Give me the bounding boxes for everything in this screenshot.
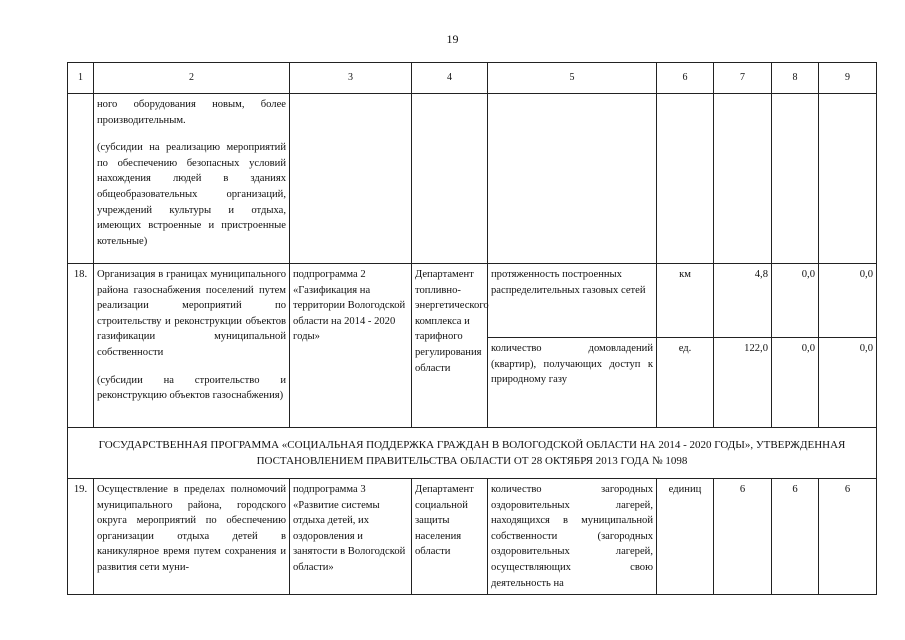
row-number: 18. <box>68 264 94 428</box>
col-header-6: 6 <box>657 63 714 94</box>
indicator-value-8: 6 <box>772 479 819 595</box>
indicator-unit: ед. <box>657 338 714 428</box>
continuation-subsidy-note: (субсидии на реализацию мероприятий по обеспечению безопасных условий нахождения людей в зданиях общеобразовательных организаций, учреждений культуры и отдыха, имеющих встроенные и пристроенные котельные) <box>97 142 286 247</box>
indicator-value-8: 0,0 <box>772 264 819 338</box>
indicator-value-9: 0,0 <box>819 338 877 428</box>
event-description: Осуществление в пределах полномочий муниципального района, городского округа мероприятий по обеспечению организации отдыха детей в каникулярное время путем сохранения и развития сети муни- <box>94 479 290 595</box>
col-header-2: 2 <box>94 63 290 94</box>
indicator-name: протяженность построенных распределительных газовых сетей <box>488 264 657 338</box>
table-row-19 <box>68 479 877 595</box>
continuation-row <box>68 94 877 264</box>
indicator-name: количество домовладений (квартир), получающих доступ к природному газу <box>488 338 657 428</box>
executor-cell: Департамент социальной защиты населения области <box>412 479 488 595</box>
indicator-unit: км <box>657 264 714 338</box>
executor-cell: Департамент топливно-энергетического комплекса и тарифного регулирования области <box>412 264 488 428</box>
table-row-18 <box>68 264 877 338</box>
col-header-5: 5 <box>488 63 657 94</box>
continuation-text: ного оборудования новым, более производительным. <box>97 99 286 126</box>
page-number: 19 <box>446 32 459 46</box>
subprogram-cell: подпрограмма 3 «Развитие системы отдыха детей, их оздоровления и занятости в Вологодской области» <box>290 479 412 595</box>
measures-table <box>67 62 877 595</box>
event-description <box>94 264 290 428</box>
indicator-name: количество загородных оздоровительных лагерей, находящихся в муниципальной собственности (загородных оздоровительных лагерей, осуществляющих свою деятельность на <box>488 479 657 595</box>
subprogram-cell: подпрограмма 2 «Газификация на территории Вологодской области на 2014 - 2020 годы» <box>290 264 412 428</box>
indicator-value-7: 4,8 <box>714 264 772 338</box>
column-header-row <box>68 63 877 94</box>
col-header-7: 7 <box>714 63 772 94</box>
program-title: ГОСУДАРСТВЕННАЯ ПРОГРАММА «СОЦИАЛЬНАЯ ПОДДЕРЖКА ГРАЖДАН В ВОЛОГОДСКОЙ ОБЛАСТИ НА 2014 - 2020 ГОДЫ», УТВЕРЖДЕННАЯ ПОСТАНОВЛЕНИЕМ ПРАВИТЕЛЬСТВА ОБЛАСТИ ОТ 28 ОКТЯБРЯ 2013 ГОДА № 1098 <box>68 428 877 479</box>
col-header-1: 1 <box>68 63 94 94</box>
indicator-value-9: 6 <box>819 479 877 595</box>
indicator-value-7: 122,0 <box>714 338 772 428</box>
continuation-event-cell <box>94 94 290 264</box>
row-number: 19. <box>68 479 94 595</box>
subsidy-note: (субсидии на строительство и реконструкцию объектов газоснабжения) <box>97 374 286 402</box>
col-header-3: 3 <box>290 63 412 94</box>
indicator-unit: единиц <box>657 479 714 595</box>
indicator-value-9: 0,0 <box>819 264 877 338</box>
col-header-9: 9 <box>819 63 877 94</box>
indicator-value-8: 0,0 <box>772 338 819 428</box>
col-header-8: 8 <box>772 63 819 94</box>
event-text: Организация в границах муниципального района газоснабжения поселений путем реализации мероприятий по строительству и реконструкции объектов газификации муниципальной собственности <box>97 269 286 358</box>
indicator-value-7: 6 <box>714 479 772 595</box>
program-header-row <box>68 428 877 479</box>
col-header-4: 4 <box>412 63 488 94</box>
